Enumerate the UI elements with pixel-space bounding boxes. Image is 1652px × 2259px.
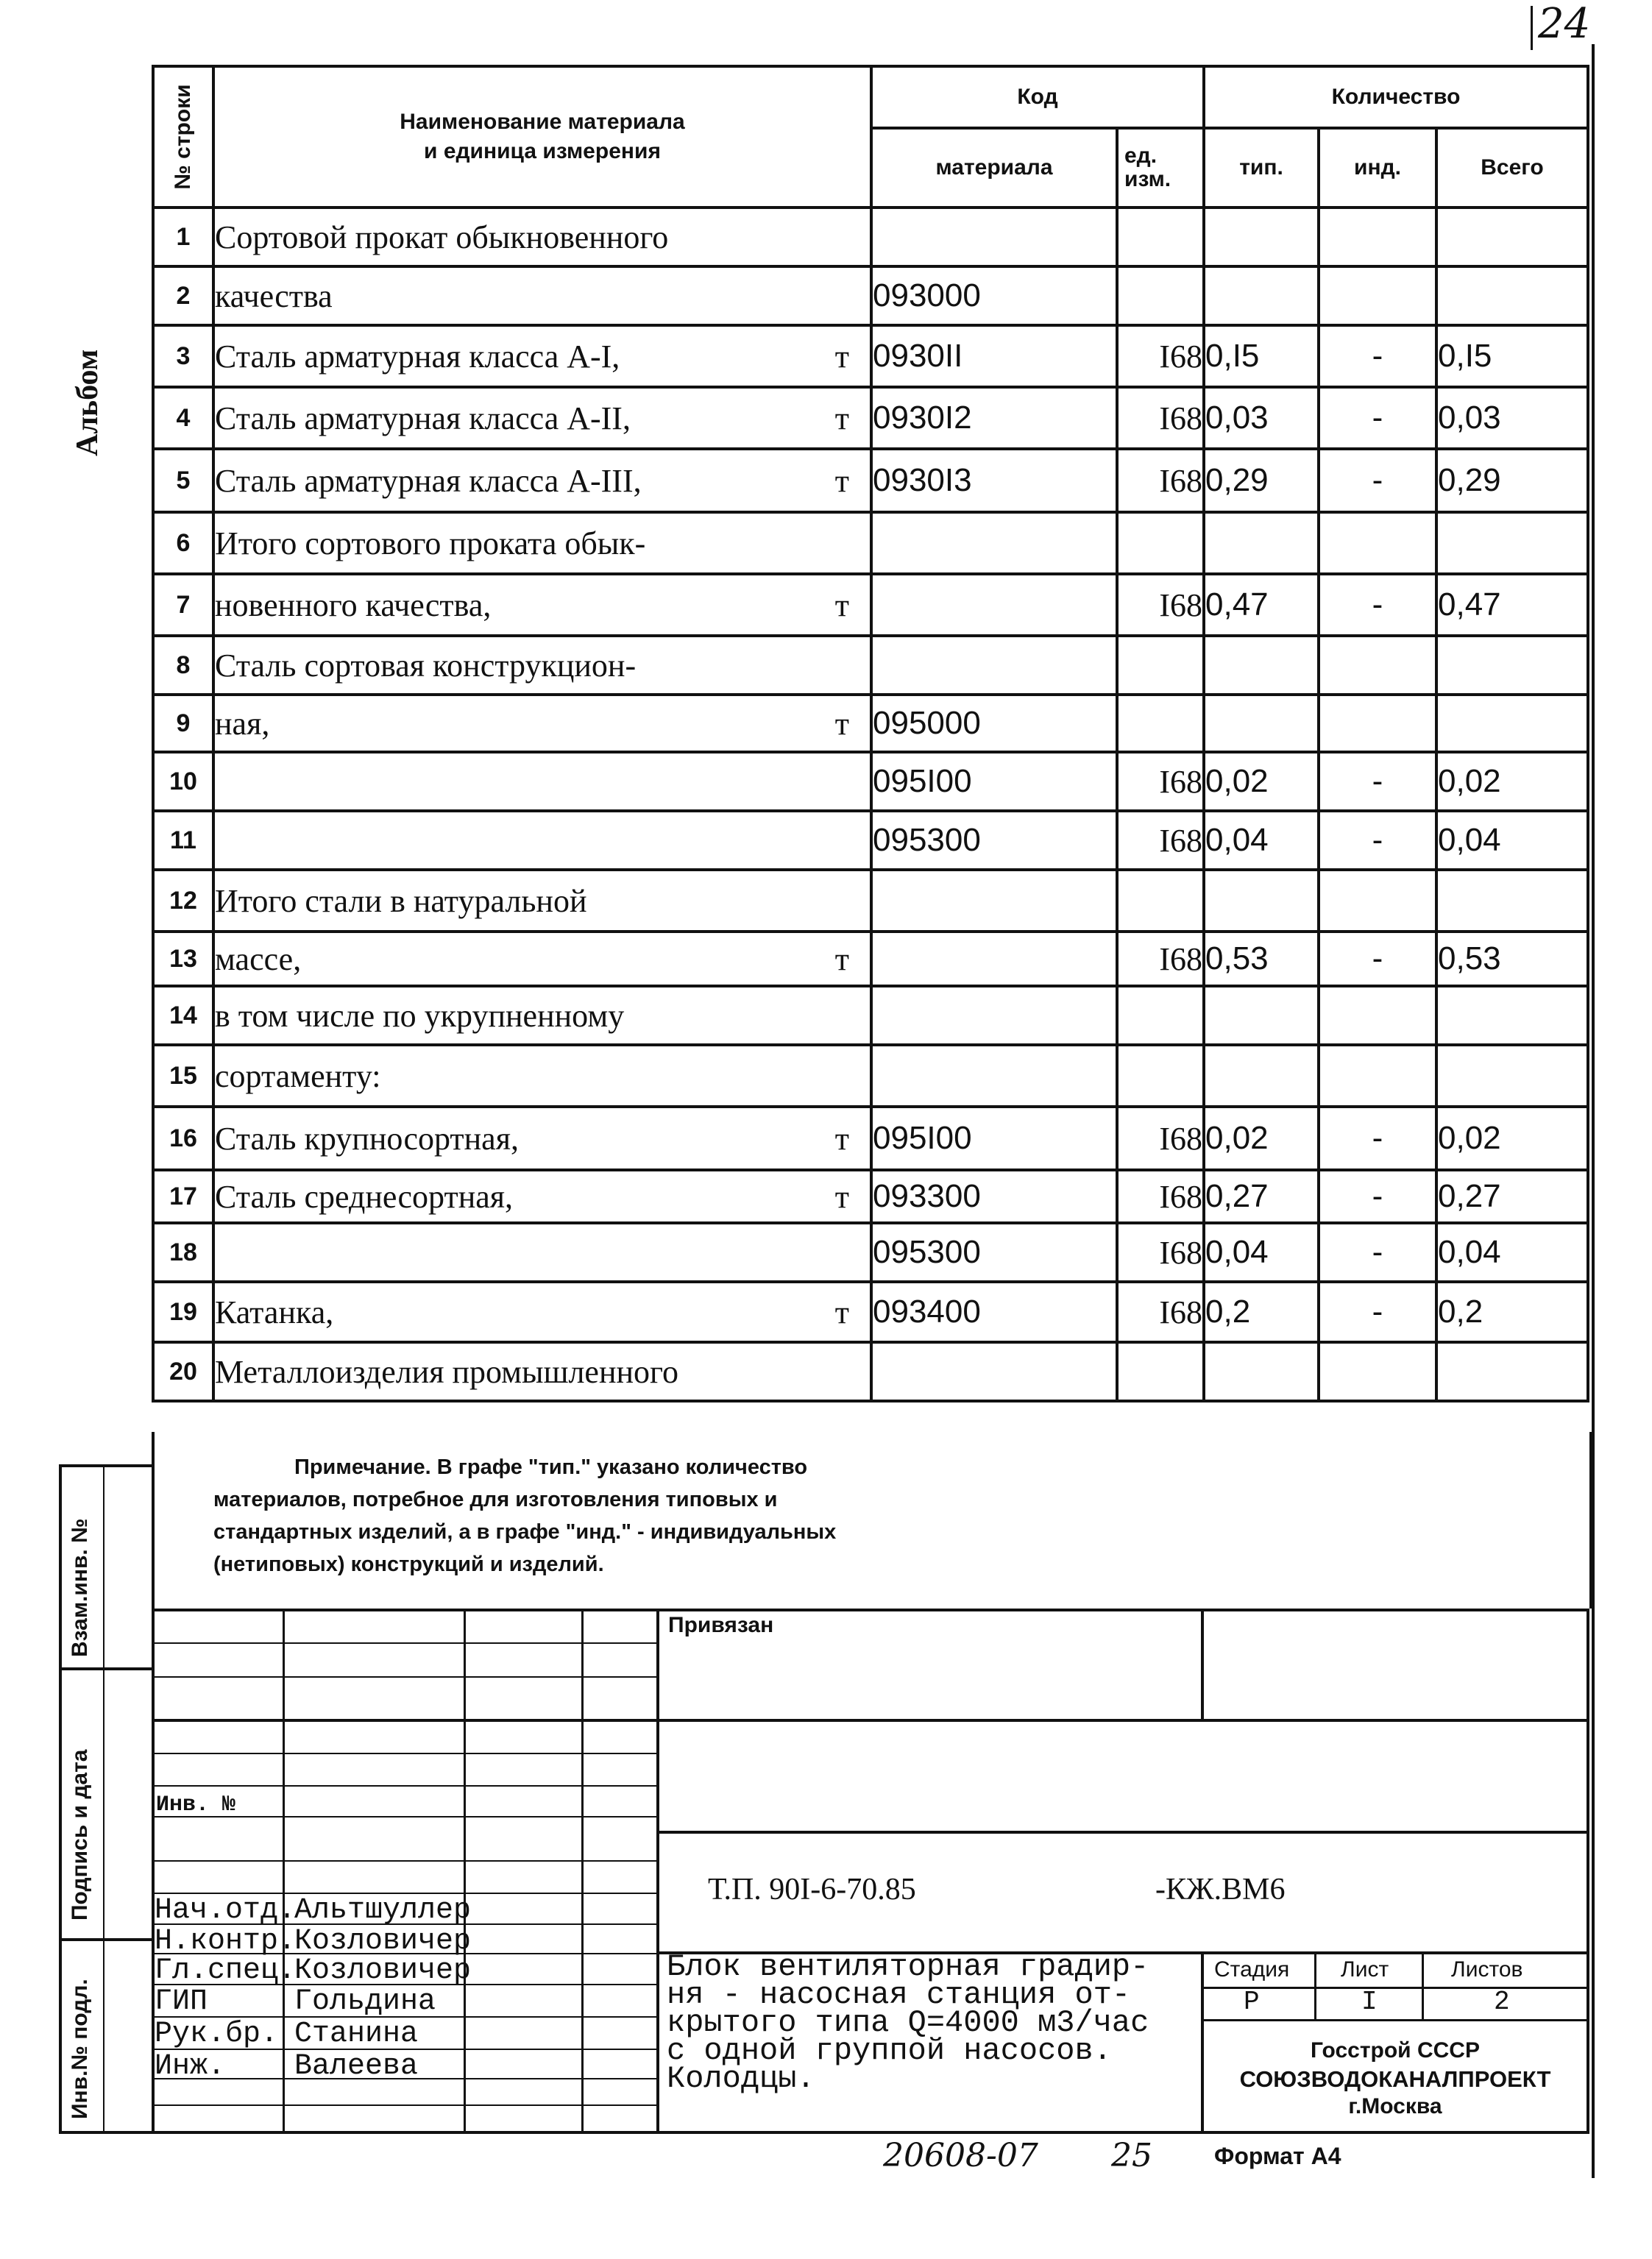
qty-typ: 0,27	[1204, 1170, 1319, 1223]
qty-ind: -	[1319, 449, 1436, 512]
material-name	[213, 512, 871, 574]
row-number: 9	[153, 695, 213, 752]
header-qty-group: Количество	[1204, 66, 1588, 128]
table-row	[153, 1170, 1588, 1223]
row-number: 8	[153, 636, 213, 695]
material-name-text: Металлоизделия промышленного	[215, 1353, 678, 1390]
unit-code	[1117, 1342, 1204, 1401]
sheets-label: Листов	[1451, 1957, 1523, 1982]
replace-inv-label: Взам.инв. №	[68, 1518, 92, 1657]
unit-code: I68	[1117, 387, 1204, 449]
qty-typ: 0,I5	[1204, 325, 1319, 387]
stage-label: Стадия	[1214, 1957, 1290, 1982]
qty-typ	[1204, 986, 1319, 1045]
signature-name: Альтшуллер	[294, 1894, 472, 1927]
material-name-text: Сталь арматурная класса А-I,	[215, 338, 620, 375]
signature-role: Гл.спец.	[155, 1954, 297, 1987]
inv-original-label: Инв.№ подл.	[68, 1979, 92, 2119]
signature-name: Козловичер	[294, 1925, 472, 1958]
row-number: 19	[153, 1282, 213, 1342]
material-name-text: массе,	[215, 940, 302, 977]
material-name	[213, 325, 871, 387]
table-row	[153, 266, 1588, 325]
material-name	[213, 1223, 871, 1282]
unit-code: I68	[1117, 1170, 1204, 1223]
unit-suffix: т	[834, 1120, 849, 1157]
project-title	[667, 1949, 1149, 2096]
org-city: г.Москва	[1348, 2094, 1442, 2118]
material-name-text: Сталь сортовая конструкцион-	[215, 647, 637, 684]
material-name	[213, 986, 871, 1045]
qty-ind	[1319, 208, 1436, 266]
table-row	[153, 752, 1588, 811]
qty-typ: 0,03	[1204, 387, 1319, 449]
qty-typ	[1204, 870, 1319, 932]
qty-total: 0,04	[1436, 811, 1588, 870]
unit-suffix: т	[834, 400, 849, 436]
material-code: 095300	[871, 811, 1117, 870]
signature-role: ГИП	[155, 1985, 208, 2018]
table-row	[153, 387, 1588, 449]
signature-role: Нач.отд.	[155, 1894, 297, 1927]
qty-typ	[1204, 208, 1319, 266]
material-name-text: Сортовой прокат обыкновенного	[215, 219, 669, 255]
material-name-text: качества	[215, 277, 333, 314]
material-name	[213, 266, 871, 325]
sheets-value: 2	[1494, 1987, 1510, 2017]
unit-suffix: т	[834, 705, 849, 742]
sheet-label: Лист	[1341, 1957, 1389, 1982]
document-code: Т.П. 90I-6-70.85	[708, 1873, 916, 1907]
qty-ind: -	[1319, 932, 1436, 986]
stage-value: Р	[1244, 1987, 1260, 2017]
qty-total	[1436, 986, 1588, 1045]
qty-typ	[1204, 636, 1319, 695]
project-title-line: Блок вентиляторная градир-	[667, 1949, 1149, 1985]
material-code	[871, 986, 1117, 1045]
table-row	[153, 695, 1588, 752]
material-name	[213, 574, 871, 636]
frame-right-border	[1592, 44, 1595, 2178]
table-row	[153, 1342, 1588, 1401]
qty-total	[1436, 1342, 1588, 1401]
unit-code	[1117, 1045, 1204, 1107]
material-code: 0930I2	[871, 387, 1117, 449]
unit-code	[1117, 208, 1204, 266]
qty-typ: 0,2	[1204, 1282, 1319, 1342]
qty-total	[1436, 695, 1588, 752]
table-row	[153, 208, 1588, 266]
note-line-3: стандартных изделий, а в графе "инд." - индивидуальных	[213, 1520, 837, 1544]
material-name	[213, 387, 871, 449]
project-title-line: крытого типа Q=4000 м3/час	[667, 2005, 1149, 2040]
footer-page: 25	[1111, 2137, 1152, 2174]
qty-typ	[1204, 1045, 1319, 1107]
signature-date-label: Подпись и дата	[68, 1749, 92, 1921]
material-name	[213, 752, 871, 811]
qty-typ: 0,02	[1204, 1107, 1319, 1170]
sheet-value: I	[1361, 1987, 1378, 2017]
qty-typ: 0,47	[1204, 574, 1319, 636]
row-number: 4	[153, 387, 213, 449]
qty-ind	[1319, 1342, 1436, 1401]
unit-suffix: т	[834, 1178, 849, 1215]
header-code-group: Код	[871, 66, 1204, 128]
material-name-text: Катанка,	[215, 1294, 334, 1330]
row-number: 18	[153, 1223, 213, 1282]
org-name-2: СОЮЗВОДОКАНАЛПРОЕКТ	[1239, 2066, 1551, 2092]
qty-ind: -	[1319, 1282, 1436, 1342]
album-label: Альбом	[71, 349, 104, 456]
row-number: 10	[153, 752, 213, 811]
qty-ind: -	[1319, 752, 1436, 811]
qty-total: 0,2	[1436, 1282, 1588, 1342]
material-code: 095300	[871, 1223, 1117, 1282]
unit-code	[1117, 986, 1204, 1045]
qty-typ	[1204, 266, 1319, 325]
material-code: 095I00	[871, 1107, 1117, 1170]
material-name-text: сортаменту:	[215, 1057, 381, 1094]
material-code	[871, 932, 1117, 986]
qty-total: 0,03	[1436, 387, 1588, 449]
unit-suffix: т	[834, 1294, 849, 1330]
qty-ind: -	[1319, 1107, 1436, 1170]
note-line-2: материалов, потребное для изготовления типовых и	[213, 1488, 778, 1511]
qty-typ: 0,29	[1204, 449, 1319, 512]
signature-role: Н.контр.	[155, 1925, 297, 1958]
header-qty-ind: инд.	[1319, 128, 1436, 208]
material-code: 0930II	[871, 325, 1117, 387]
material-code: 093000	[871, 266, 1117, 325]
unit-code	[1117, 695, 1204, 752]
unit-code: I68	[1117, 811, 1204, 870]
header-name: Наименование материала и единица измерения	[213, 66, 871, 208]
table-row	[153, 932, 1588, 986]
material-code	[871, 574, 1117, 636]
unit-code: I68	[1117, 1223, 1204, 1282]
qty-typ	[1204, 695, 1319, 752]
unit-suffix: т	[834, 462, 849, 499]
unit-suffix: т	[834, 940, 849, 977]
qty-typ: 0,53	[1204, 932, 1319, 986]
qty-typ: 0,04	[1204, 1223, 1319, 1282]
material-name	[213, 208, 871, 266]
material-name-text: в том числе по укрупненному	[215, 997, 625, 1034]
footer-format: Формат А4	[1214, 2143, 1341, 2169]
qty-ind	[1319, 695, 1436, 752]
material-name	[213, 811, 871, 870]
qty-total	[1436, 512, 1588, 574]
qty-total	[1436, 1045, 1588, 1107]
row-number: 15	[153, 1045, 213, 1107]
table-row	[153, 574, 1588, 636]
project-title-line: с одной группой насосов.	[667, 2033, 1112, 2068]
material-name	[213, 1107, 871, 1170]
project-title-line: Колодцы.	[667, 2061, 815, 2096]
unit-code: I68	[1117, 325, 1204, 387]
qty-total: 0,02	[1436, 1107, 1588, 1170]
table-row	[153, 1107, 1588, 1170]
qty-total: 0,I5	[1436, 325, 1588, 387]
material-name	[213, 1045, 871, 1107]
note-line-4: (нетиповых) конструкций и изделий.	[213, 1553, 604, 1576]
qty-ind	[1319, 870, 1436, 932]
material-code: 093300	[871, 1170, 1117, 1223]
unit-code	[1117, 266, 1204, 325]
material-code	[871, 636, 1117, 695]
material-code	[871, 1045, 1117, 1107]
table-row	[153, 636, 1588, 695]
unit-code: I68	[1117, 1107, 1204, 1170]
row-number: 1	[153, 208, 213, 266]
unit-code: I68	[1117, 574, 1204, 636]
attached-label: Привязан	[668, 1613, 774, 1637]
qty-typ	[1204, 1342, 1319, 1401]
table-row	[153, 1223, 1588, 1282]
material-code	[871, 870, 1117, 932]
material-name	[213, 1170, 871, 1223]
qty-ind: -	[1319, 811, 1436, 870]
material-name-text: Сталь арматурная класса А-II,	[215, 400, 631, 436]
material-code: 0930I3	[871, 449, 1117, 512]
material-code: 095000	[871, 695, 1117, 752]
row-number: 17	[153, 1170, 213, 1223]
material-name	[213, 870, 871, 932]
unit-code	[1117, 512, 1204, 574]
material-code	[871, 1342, 1117, 1401]
row-number: 6	[153, 512, 213, 574]
material-name	[213, 449, 871, 512]
material-code: 093400	[871, 1282, 1117, 1342]
row-number: 3	[153, 325, 213, 387]
material-name	[213, 1342, 871, 1401]
unit-code: I68	[1117, 932, 1204, 986]
qty-total	[1436, 636, 1588, 695]
material-code	[871, 208, 1117, 266]
qty-total: 0,47	[1436, 574, 1588, 636]
signature-name: Валеева	[294, 2050, 419, 2083]
page-number: 24	[1538, 0, 1591, 48]
note-text	[213, 1451, 1052, 1581]
table-row	[153, 1282, 1588, 1342]
qty-total: 0,27	[1436, 1170, 1588, 1223]
material-name-text: новенного качества,	[215, 586, 492, 623]
material-name	[213, 695, 871, 752]
row-number: 16	[153, 1107, 213, 1170]
qty-ind: -	[1319, 325, 1436, 387]
material-name-text: Итого стали в натуральной	[215, 882, 587, 919]
qty-ind	[1319, 512, 1436, 574]
material-code	[871, 512, 1117, 574]
table-row	[153, 1045, 1588, 1107]
note-line-1: Примечание. В графе "тип." указано количество	[294, 1455, 808, 1479]
row-number: 14	[153, 986, 213, 1045]
page-number-divider	[1531, 6, 1533, 50]
qty-ind	[1319, 986, 1436, 1045]
unit-code	[1117, 636, 1204, 695]
qty-ind	[1319, 266, 1436, 325]
row-number: 13	[153, 932, 213, 986]
inv-number-label: Инв. №	[156, 1792, 236, 1818]
unit-code	[1117, 870, 1204, 932]
header-code-material: материала	[871, 128, 1117, 208]
material-name-text: ная,	[215, 705, 270, 742]
header-qty-typ: тип.	[1204, 128, 1319, 208]
material-name-text: Сталь крупносортная,	[215, 1120, 519, 1157]
material-name	[213, 636, 871, 695]
qty-ind: -	[1319, 574, 1436, 636]
footer-number: 20608-07	[883, 2137, 1038, 2174]
qty-total	[1436, 266, 1588, 325]
material-code: 095I00	[871, 752, 1117, 811]
row-number: 20	[153, 1342, 213, 1401]
material-name	[213, 1282, 871, 1342]
qty-typ: 0,04	[1204, 811, 1319, 870]
header-code-unit: ед. изм.	[1117, 128, 1204, 208]
qty-total	[1436, 870, 1588, 932]
table-row	[153, 325, 1588, 387]
unit-code: I68	[1117, 752, 1204, 811]
qty-ind: -	[1319, 387, 1436, 449]
qty-ind	[1319, 1045, 1436, 1107]
material-name	[213, 932, 871, 986]
qty-total: 0,29	[1436, 449, 1588, 512]
signature-role: Рук.бр.	[155, 2018, 279, 2051]
unit-code: I68	[1117, 1282, 1204, 1342]
table-row	[153, 512, 1588, 574]
table-row	[153, 870, 1588, 932]
qty-ind: -	[1319, 1223, 1436, 1282]
unit-suffix: т	[834, 338, 849, 375]
header-row-number: № строки	[153, 66, 213, 208]
qty-total: 0,04	[1436, 1223, 1588, 1282]
row-number: 5	[153, 449, 213, 512]
qty-ind: -	[1319, 1170, 1436, 1223]
qty-total: 0,02	[1436, 752, 1588, 811]
qty-ind	[1319, 636, 1436, 695]
signature-name: Гольдина	[294, 1985, 436, 2018]
signature-role: Инж.	[155, 2050, 226, 2083]
project-title-line: ня - насосная станция от-	[667, 1977, 1131, 2012]
signature-name: Козловичер	[294, 1954, 472, 1987]
qty-typ: 0,02	[1204, 752, 1319, 811]
row-number: 2	[153, 266, 213, 325]
material-name-text: Сталь среднесортная,	[215, 1178, 514, 1215]
qty-typ	[1204, 512, 1319, 574]
header-qty-total: Всего	[1436, 128, 1588, 208]
row-number: 7	[153, 574, 213, 636]
material-name-text: Итого сортового проката обык-	[215, 525, 646, 561]
row-number: 11	[153, 811, 213, 870]
material-name-text: Сталь арматурная класса А-III,	[215, 462, 642, 499]
document-suffix: -КЖ.ВМ6	[1155, 1873, 1286, 1907]
qty-total: 0,53	[1436, 932, 1588, 986]
materials-table	[152, 65, 1589, 1402]
table-row	[153, 986, 1588, 1045]
table-row	[153, 449, 1588, 512]
unit-code: I68	[1117, 449, 1204, 512]
qty-total	[1436, 208, 1588, 266]
table-row	[153, 811, 1588, 870]
row-number: 12	[153, 870, 213, 932]
org-name-1: Госстрой СССР	[1311, 2038, 1480, 2063]
signature-name: Станина	[294, 2018, 419, 2051]
unit-suffix: т	[834, 586, 849, 623]
